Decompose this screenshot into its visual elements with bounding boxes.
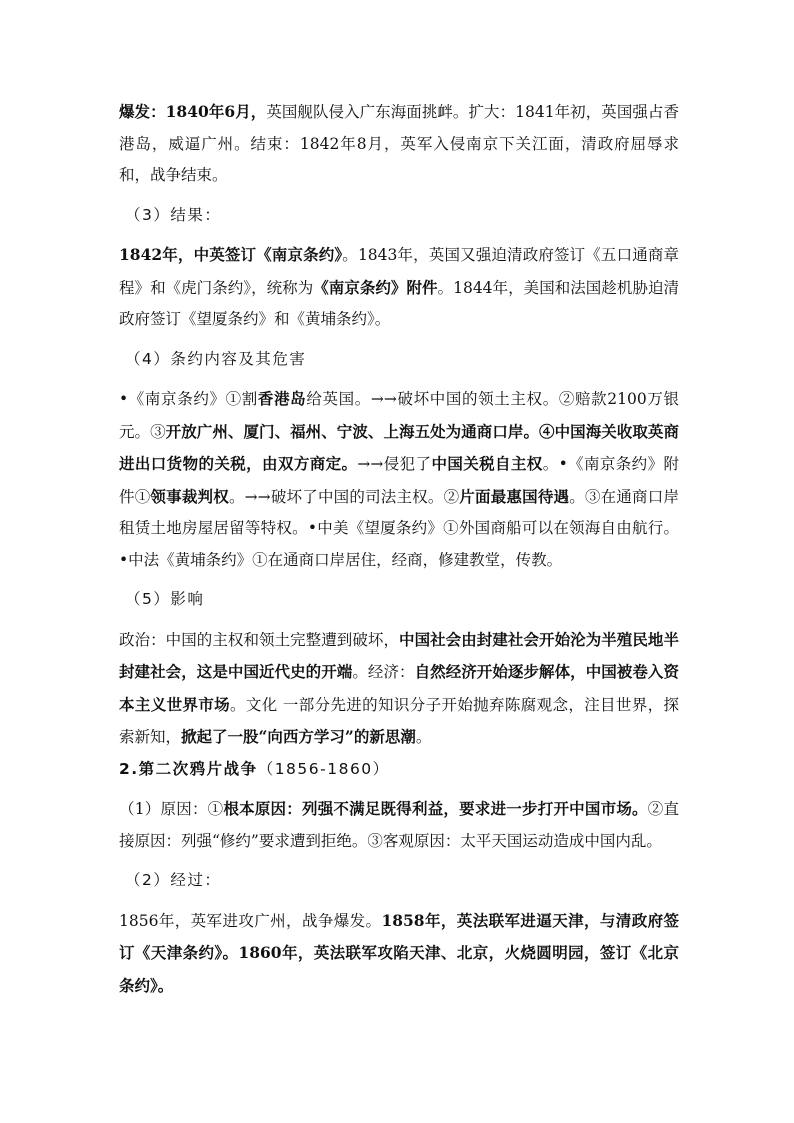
paragraph <box>119 905 679 1003</box>
bold-text: 片面最惠国待遇 <box>459 486 570 506</box>
paragraph <box>119 239 679 336</box>
paragraph <box>119 383 679 576</box>
paragraph <box>119 624 679 754</box>
text-run: 。1843年，英国又强迫清政府签订《五口通商章程》和《虎门条约》，统称为 <box>119 246 680 297</box>
text-run: 英国舰队侵入广东海面挑衅。扩大：1841年初，英国强占香港岛，威逼广州。结束：1842年8月，英军入侵南京下关江面，清政府屈辱求和，战争结束。 <box>119 103 679 184</box>
section-heading: （4）条约内容及其危害 <box>125 349 307 368</box>
bold-text: 自然经济开始逐步解体，中国被卷入资本主义世界市场 <box>119 662 679 714</box>
text-run: 。文化 一部分先进的知识分子开始抛弃陈腐观念，注目世界，探索新知， <box>119 695 679 746</box>
text-run: （1）原因：① <box>119 800 224 818</box>
section-heading: （5）影响 <box>125 590 205 608</box>
chapter-heading-title: 2.第二次鸦片战争 <box>119 759 258 778</box>
text-run: 1856年，英军进攻广州，战争爆发。 <box>119 911 382 930</box>
bold-text: 根本原因：列强不满足既得利益，要求进一步打开中国市场。 <box>223 799 648 818</box>
text-run: 。→→破坏了中国的司法主权。② <box>228 487 460 506</box>
bold-text: 掀起了一股“向西方学习”的新思潮 <box>181 727 416 746</box>
document-page <box>119 96 679 1002</box>
text-run: ②直接原因：列强“修约”要求遭到拒绝。③客观原因：太平天国运动造成中国内乱。 <box>119 800 679 850</box>
chapter-heading-years: （1856-1860） <box>257 759 390 778</box>
text-run: 政治：中国的主权和领土完整遭到破坏， <box>119 630 400 649</box>
text-run: 给英国。→→破坏中国的领土主权。②赔款2100万银元。③ <box>119 390 679 441</box>
bold-text: 1842年，中英签订《南京条约》 <box>119 245 343 264</box>
text-run: 。•《南京条约》附件① <box>119 455 679 506</box>
paragraph <box>119 793 679 857</box>
bold-text: 1858年，英法联军进逼天津，与清政府签订《天津条约》。1860年，英法联军攻陷天津、北京，火烧圆明园，签订《北京条约》。 <box>119 910 679 995</box>
section-heading: （3）结果： <box>125 205 222 224</box>
section-heading: （2）经过： <box>125 871 222 889</box>
bold-text: 中国社会由封建社会开始沦为半殖民地半封建社会，这是中国近代史的开端 <box>119 629 679 681</box>
text-run: →→侵犯了 <box>357 455 432 473</box>
text-run: 。③在通商口岸租赁土地房屋居留等特权。•中美《望厦条约》①外国商船可以在领海自由航行。•中法《黄埔条约》①在通商口岸居住，经商，修建教堂，传教。 <box>119 487 679 569</box>
bold-text: 爆发：1840年6月， <box>119 102 267 121</box>
text-run: 。经济： <box>352 663 415 681</box>
bold-text: 领事裁判权 <box>150 486 229 506</box>
bold-text: 中国关税自主权 <box>431 454 543 473</box>
paragraph <box>119 96 679 192</box>
chapter-heading <box>119 754 679 786</box>
text-run: •《南京条约》①割 <box>119 390 258 408</box>
text-run: 。1844年，美国和法国趁机胁迫清政府签订《望厦条约》和《黄埔条约》。 <box>119 278 679 328</box>
bold-text: 《南京条约》附件 <box>313 277 438 297</box>
text-run: 。 <box>415 728 432 746</box>
bold-text: 香港岛 <box>257 389 307 408</box>
bold-text: 开放广州、厦门、福州、宁波、上海五处为通商口岸。④中国海关收取英商进出口货物的关税，由双方商定。 <box>119 421 679 473</box>
